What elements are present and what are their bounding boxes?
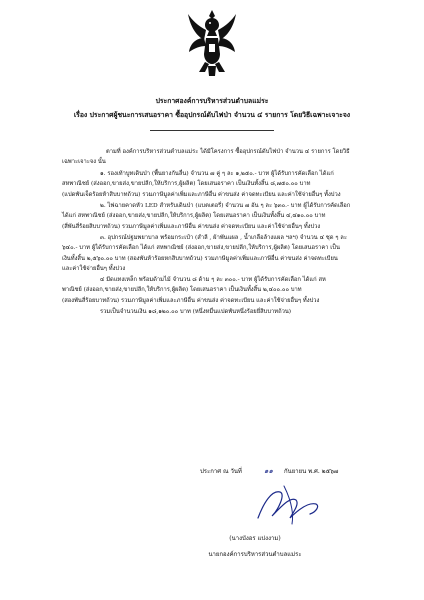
item-line: และค่าใช้จ่ายอื่นๆ ทั้งปวง — [62, 266, 126, 273]
item-line: ๑. รองเท้าบูทเดินป่า (พื้นยางกันลื่น) จำนวน ๗ คู่ ๆ ละ ๑,๒๕๐.- บาท ผู้ได้รับการคัดเลือก ได้แก่ — [100, 171, 334, 177]
intro-line: ตามที่ องค์การบริหารส่วนตำบลแม่ระ ได้มีโครงการ ซื้ออุปกรณ์ดับไฟป่า จำนวน ๔ รายการ โดยวิธี — [106, 149, 350, 155]
item-line: (สองพันสี่ร้อยบาทถ้วน) รวมภาษีมูลค่าเพิ่มและภาษีอื่น ค่าขนส่ง ค่าจดทะเบียน และค่าใช้จ่ายอื่นๆ ทั้งปวง — [62, 297, 320, 304]
item-line: ๖๔๐.- บาท ผู้ได้รับการคัดเลือก ได้แก่ สหพาณิชย์ (ส่งออก,ขายส่ง,ขายปลีก,ให้บริการ,ผู้ผลิต) โดยเสนอราคา เป็น — [62, 245, 340, 252]
item-line: (แปดพันเจ็ดร้อยห้าสิบบาทถ้วน) รวมภาษีมูลค่าเพิ่มและภาษีอื่น ค่าขนส่ง ค่าจดทะเบียน และค่าใช้จ่ายอื่นๆ ทั้งปวง — [62, 191, 341, 198]
signatory-name: (นางบังอร แปงงาม) — [229, 535, 281, 542]
organization-title: ประกาศองค์การบริหารส่วนตำบลแม่ระ — [155, 97, 269, 105]
total-amount: รวมเป็นจำนวนเงิน ๑๘,๑๒๐.๐๐ บาท (หนึ่งหมื่นแปดพันหนึ่งร้อยยี่สิบบาทถ้วน) — [100, 309, 292, 315]
item-line: เงินทั้งสิ้น ๒,๕๖๐.๐๐ บาท (สองพันห้าร้อยหกสิบบาทถ้วน) รวมภาษีมูลค่าเพิ่มและภาษีอื่น ค่าขนส่ง ค่าจดทะเบียน — [62, 255, 338, 262]
date-month-year: กันยายน พ.ศ. ๒๕๖๗ — [284, 468, 339, 475]
intro-line: เฉพาะเจาะจง นั้น — [62, 159, 106, 166]
divider — [150, 130, 274, 131]
item-line: ๒. ไฟฉายคาดหัว LED สำหรับเดินป่า (แบตเตอรี่) จำนวน ๗ อัน ๆ ละ ๖๓๐.- บาท ผู้ได้รับการคัดเลือก — [100, 203, 351, 209]
garuda-emblem-icon — [186, 8, 238, 78]
item-line: พาณิชย์ (ส่งออก,ขายส่ง,ขายปลีก,ให้บริการ,ผู้ผลิต) โดยเสนอราคา เป็นเงินทั้งสิ้น ๒,๔๐๐.๐๐ บาท — [62, 287, 302, 294]
item-line: ๔ มีดแทงเหล็ก พร้อมด้ามไม้ จำนวน ๘ ด้าม ๆ ละ ๓๐๐.- บาท ผู้ได้รับการคัดเลือก ได้แก่ สห — [100, 277, 326, 283]
date-day: ๑๑ — [264, 467, 273, 475]
item-line: ๓. อุปกรณ์ปฐมพยาบาล พร้อมกระเป๋า (สำลี , ผ้าพันแผล , น้ำเกลือล้างแผล ฯลฯ) จำนวน ๔ ชุด ๆ ละ — [100, 235, 347, 241]
date-prefix: ประกาศ ณ วันที่ — [200, 468, 242, 475]
handwritten-signature — [250, 482, 330, 526]
signatory-position: นายกองค์การบริหารส่วนตำบลแม่ระ — [208, 551, 302, 558]
item-line: (สี่พันสี่ร้อยสิบบาทถ้วน) รวมภาษีมูลค่าเพิ่มและภาษีอื่น ค่าขนส่ง ค่าจดทะเบียน และค่าใช้จ่ายอื่นๆ ทั้งปวง — [62, 223, 321, 230]
item-line: ได้แก่ สหพาณิชย์ (ส่งออก,ขายส่ง,ขายปลีก,ให้บริการ,ผู้ผลิต) โดยเสนอราคา เป็นเงินทั้งสิ้น ๔,๔๑๐.๐๐ บาท — [62, 213, 326, 220]
item-line: สหพาณิชย์ (ส่งออก,ขายส่ง,ขายปลีก,ให้บริการ,ผู้ผลิต) โดยเสนอราคา เป็นเงินทั้งสิ้น ๘,๗๕๐.๐๐ บาท — [62, 181, 311, 188]
announcement-subject: เรื่อง ประกาศผู้ชนะการเสนอราคา ซื้ออุปกรณ์ดับไฟป่า จำนวน ๔ รายการ โดยวิธีเฉพาะเจาะจง — [73, 111, 351, 119]
